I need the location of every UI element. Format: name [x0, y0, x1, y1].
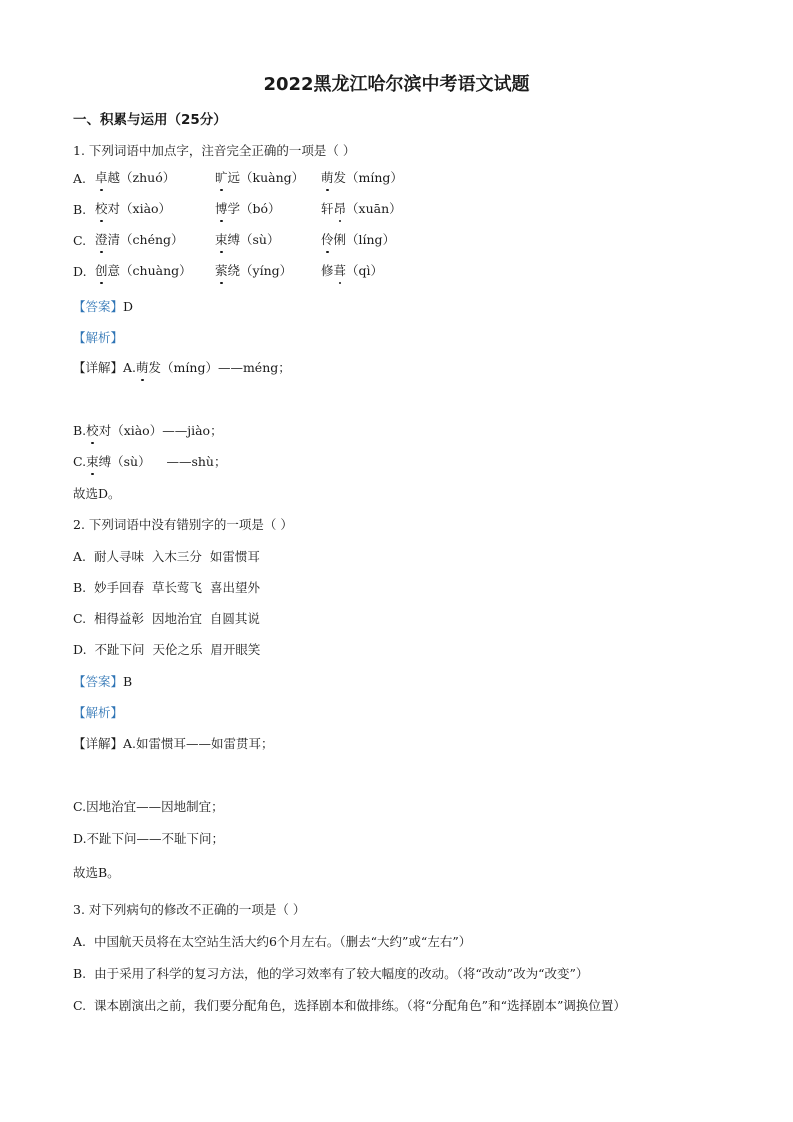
conclusion-1: 故选D。: [73, 486, 121, 501]
option-letter: C.: [73, 233, 87, 248]
option-word: [95, 261, 192, 279]
question-3-option-b: B. 由于采用了科学的复习方法，他的学习效率有了较大幅度的改动。（将“改动”改为“改变”）: [73, 966, 589, 981]
option-word: [321, 230, 395, 248]
option-word: [215, 261, 292, 279]
word-suffix: 清（chéng）: [107, 232, 184, 247]
dotted-char: 葺: [333, 263, 347, 278]
dotted-char: 卓: [95, 170, 108, 185]
detail-a-text: 发（míng）——méng；: [148, 360, 291, 375]
option-word: [215, 230, 279, 248]
answer-tag: [73, 297, 133, 315]
dotted-char: 萌: [321, 170, 334, 185]
detail-a-text: A.如雷惯耳——如雷贯耳；: [123, 736, 274, 751]
dotted-char: 旷: [215, 170, 228, 185]
option-letter: A.: [73, 171, 87, 186]
question-1-option-c: [73, 233, 425, 248]
section-heading: 一、积累与运用（25分）: [73, 112, 227, 128]
dotted-char: 校: [95, 201, 108, 216]
dotted-char: 创: [95, 263, 108, 278]
word-suffix: 对（xiào）: [107, 201, 172, 216]
question-2-option-d: D. 不趾下问 天伦之乐 眉开眼笑: [73, 642, 261, 657]
option-word: [321, 261, 383, 279]
question-3-stem: 3. 对下列病句的修改不正确的一项是（ ）: [73, 902, 306, 917]
option-word: [321, 168, 403, 186]
detail-label: 【详解】: [73, 360, 124, 375]
detail-label: 【详解】: [73, 736, 124, 751]
answer-value: B: [123, 674, 133, 689]
question-2-stem: 2. 下列词语中没有错别字的一项是（ ）: [73, 517, 293, 532]
detail-line-d: D.不趾下问——不耻下问；: [73, 831, 225, 846]
option-word: [95, 168, 175, 186]
analysis-tag: 【解析】: [73, 705, 124, 720]
word-suffix: 远（kuàng）: [227, 170, 305, 185]
detail-b-prefix: B.: [73, 423, 87, 438]
word-suffix: 俐（líng）: [333, 232, 396, 247]
detail-line-c: C.因地治宜——因地制宜；: [73, 799, 224, 814]
question-1-option-d: [73, 264, 425, 279]
word-suffix: 意（chuàng）: [107, 263, 192, 278]
answer-label: 【答案】: [73, 674, 124, 689]
dotted-char: 伶: [321, 232, 334, 247]
answer-label: 【答案】: [73, 299, 124, 314]
dotted-char: 校: [86, 423, 99, 438]
question-3-option-a: A. 中国航天员将在太空站生活大约6个月左右。（删去“大约”或“左右”）: [73, 934, 472, 949]
question-2-option-a: A. 耐人寻味 入木三分 如雷惯耳: [73, 549, 260, 564]
question-1-option-b: [73, 202, 425, 217]
question-1-option-a: [73, 171, 425, 186]
detail-line-c: [73, 452, 226, 470]
option-word: [215, 168, 304, 186]
option-letter: B.: [73, 202, 87, 217]
dotted-char: 束: [86, 454, 99, 469]
question-2-option-c: C. 相得益彰 因地治宜 自圆其说: [73, 611, 260, 626]
option-word: [95, 199, 171, 217]
word-prefix: 修: [321, 263, 334, 278]
dotted-char: 博: [215, 201, 228, 216]
detail-c-text: 缚（sù） ——shù；: [98, 454, 227, 469]
option-word: [95, 230, 184, 248]
word-suffix: 绕（yíng）: [227, 263, 293, 278]
detail-a-prefix: A.: [123, 360, 137, 375]
conclusion-2: 故选B。: [73, 865, 120, 880]
detail-b-text: 对（xiào）——jiào；: [98, 423, 223, 438]
question-3-option-c: C. 课本剧演出之前，我们要分配角色，选择剧本和做排练。（将“分配角色”和“选择剧本”调换位置）: [73, 998, 626, 1013]
question-2-option-b: B. 妙手回春 草长莺飞 喜出望外: [73, 580, 261, 595]
word-suffix: 学（bó）: [227, 201, 281, 216]
detail-line-a: [73, 734, 274, 752]
dotted-char: 澄: [95, 232, 108, 247]
word-suffix: 越（zhuó）: [107, 170, 176, 185]
word-suffix: （xuān）: [346, 201, 402, 216]
question-1-stem: 1. 下列词语中加点字，注音完全正确的一项是（ ）: [73, 143, 356, 158]
dotted-char: 萌: [136, 360, 149, 375]
dotted-char: 萦: [215, 263, 228, 278]
word-suffix: 缚（sù）: [227, 232, 280, 247]
answer-tag: [73, 672, 132, 690]
word-prefix: 轩: [321, 201, 334, 216]
page-title: 2022黑龙江哈尔滨中考语文试题: [263, 74, 530, 95]
answer-value: D: [123, 299, 134, 314]
detail-line-a: [73, 358, 291, 376]
detail-c-prefix: C.: [73, 454, 87, 469]
option-word: [215, 199, 281, 217]
dotted-char: 束: [215, 232, 228, 247]
detail-line-b: [73, 421, 223, 439]
word-suffix: 发（míng）: [333, 170, 403, 185]
option-word: [321, 199, 402, 217]
word-suffix: （qì）: [346, 263, 384, 278]
dotted-char: 昂: [333, 201, 347, 216]
analysis-tag: 【解析】: [73, 330, 124, 345]
option-letter: D.: [73, 264, 87, 279]
